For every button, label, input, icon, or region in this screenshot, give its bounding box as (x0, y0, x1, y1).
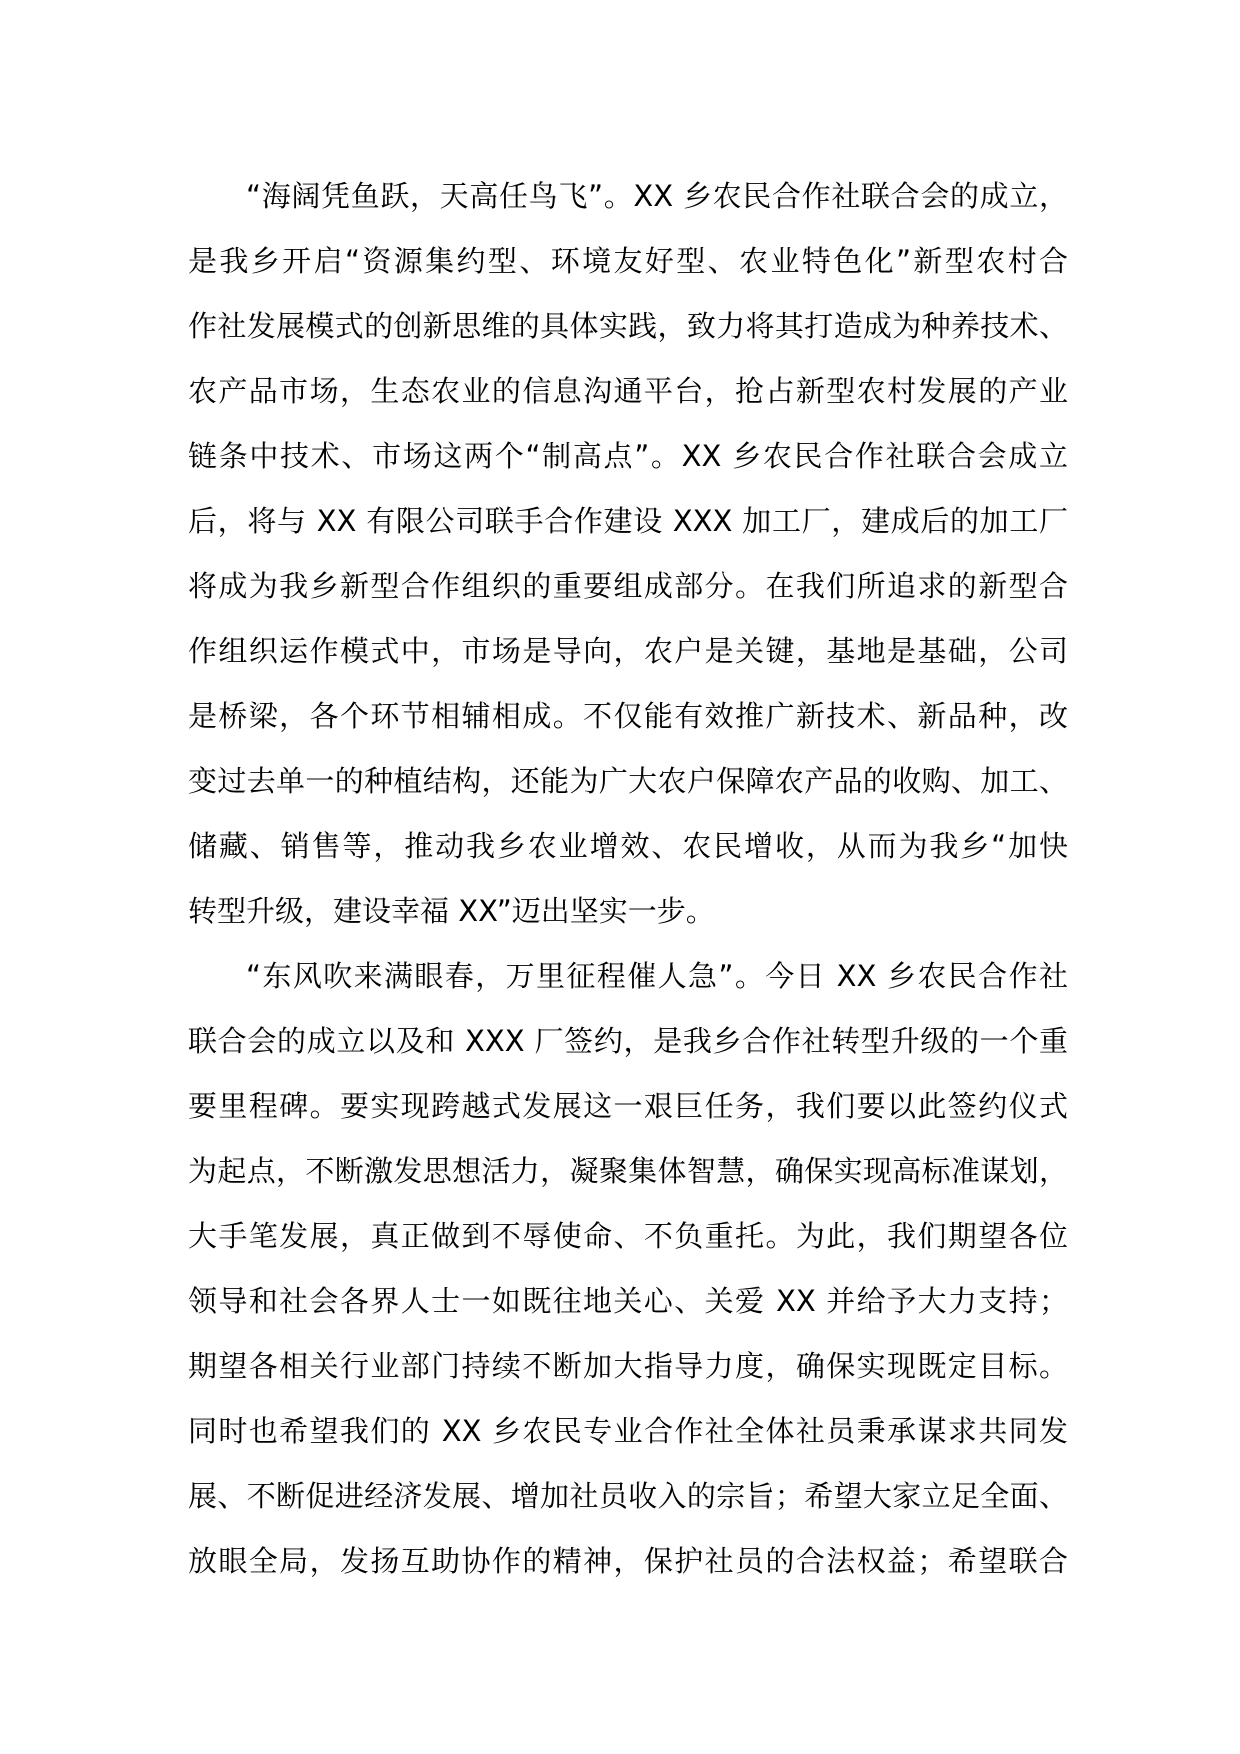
text-line: 同时也希望我们的 XX 乡农民专业合作社全体社员秉承谋求共同发 (188, 1414, 1068, 1448)
text-line: 放眼全局，发扬互助协作的精神，保护社员的合法权益；希望联合 (188, 1544, 1068, 1578)
text-line: 链条中技术、市场这两个“制高点”。XX 乡农民合作社联合会成立 (188, 439, 1068, 473)
text-line: 将成为我乡新型合作组织的重要组成部分。在我们所追求的新型合 (188, 569, 1068, 603)
text-line: 期望各相关行业部门持续不断加大指导力度，确保实现既定目标。 (188, 1349, 1068, 1383)
text-line: “东风吹来满眼春，万里征程催人急”。今日 XX 乡农民合作社 (246, 959, 1068, 993)
text-line: 作组织运作模式中，市场是导向，农户是关键，基地是基础，公司 (188, 634, 1068, 668)
text-line: 作社发展模式的创新思维的具体实践，致力将其打造成为种养技术、 (188, 309, 1068, 343)
text-line: 展、不断促进经济发展、增加社员收入的宗旨；希望大家立足全面、 (188, 1479, 1068, 1513)
text-line: 农产品市场，生态农业的信息沟通平台，抢占新型农村发展的产业 (188, 374, 1068, 408)
text-line: 为起点，不断激发思想活力，凝聚集体智慧，确保实现高标准谋划， (188, 1154, 1068, 1188)
body-text (188, 164, 1068, 1594)
text-line: 变过去单一的种植结构，还能为广大农户保障农产品的收购、加工、 (188, 764, 1068, 798)
text-line: 联合会的成立以及和 XXX 厂签约，是我乡合作社转型升级的一个重 (188, 1024, 1068, 1058)
text-line: 领导和社会各界人士一如既往地关心、关爱 XX 并给予大力支持； (188, 1284, 1068, 1318)
text-line: 储藏、销售等，推动我乡农业增效、农民增收，从而为我乡“加快 (188, 829, 1068, 863)
text-line: 是桥梁，各个环节相辅相成。不仅能有效推广新技术、新品种，改 (188, 699, 1068, 733)
paragraph-1 (188, 164, 1068, 944)
text-line: 要里程碑。要实现跨越式发展这一艰巨任务，我们要以此签约仪式 (188, 1089, 1068, 1123)
text-line: 大手笔发展，真正做到不辱使命、不负重托。为此，我们期望各位 (188, 1219, 1068, 1253)
text-line: 是我乡开启“资源集约型、环境友好型、农业特色化”新型农村合 (188, 244, 1068, 278)
text-line: 后，将与 XX 有限公司联手合作建设 XXX 加工厂，建成后的加工厂 (188, 504, 1068, 538)
paragraph-2 (188, 944, 1068, 1594)
text-line: 转型升级，建设幸福 XX”迈出坚实一步。 (188, 894, 715, 928)
text-line: “海阔凭鱼跃，天高任鸟飞”。XX 乡农民合作社联合会的成立， (246, 179, 1068, 213)
